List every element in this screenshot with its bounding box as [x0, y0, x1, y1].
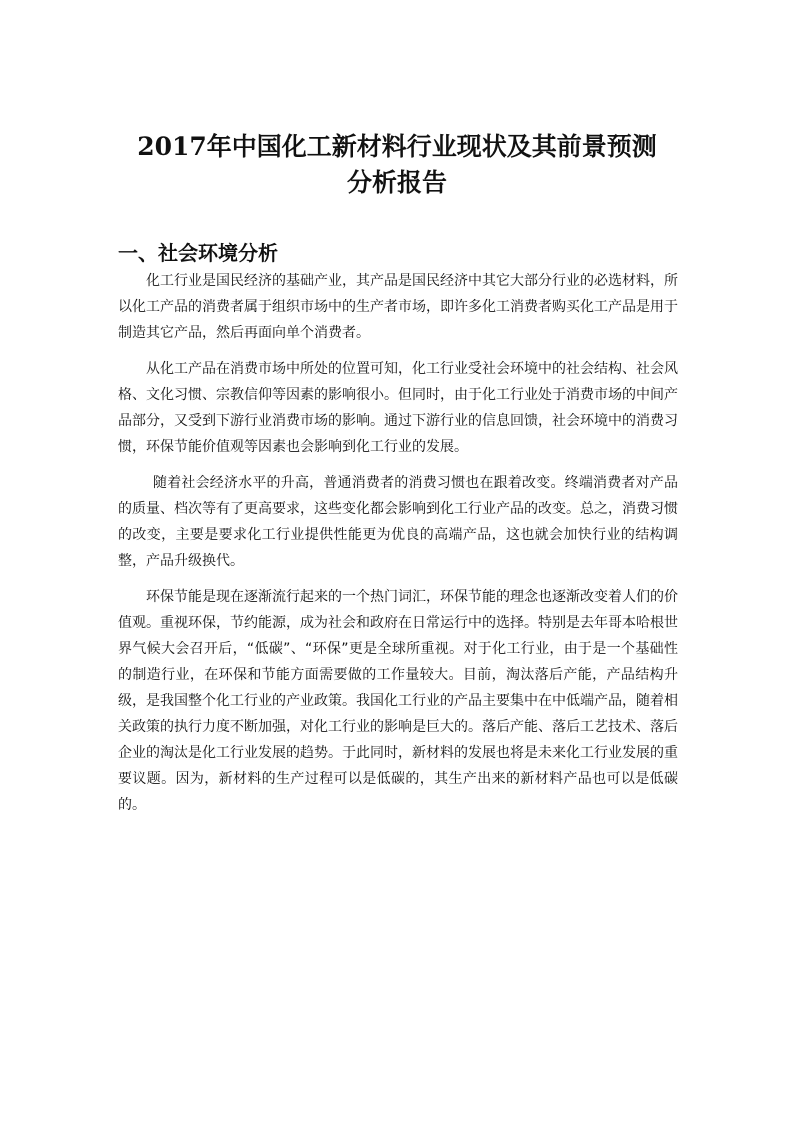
document-title-line-1: 2017年中国化工新材料行业现状及其前景预测: [137, 131, 657, 161]
document-title-line-2: 分析报告: [346, 167, 447, 197]
paragraph-4: 环保节能是现在逐渐流行起来的一个热门词汇，环保节能的理念也逐渐改变着人们的价值观。重视环保，节约能源，成为社会和政府在日常运行中的选择。特别是去年哥本哈根世界气候大会召开后，“低碳”、“环保”更是全球所重视。对于化工行业，由于是一个基础性的制造行业，在环保和节能方面需要做的工作量较大。目前，淘汰落后产能，产品结构升级，是我国整个化工行业的产业政策。我国化工行业的产品主要集中在中低端产品，随着相关政策的执行力度不断加强，对化工行业的影响是巨大的。落后产能、落后工艺技术、落后企业的淘汰是化工行业发展的趋势。于此同时，新材料的发展也将是未来化工行业发展的重要议题。因为，新材料的生产过程可以是低碳的，其生产出来的新材料产品也可以是低碳的。: [118, 589, 678, 813]
paragraph-3: 随着社会经济水平的升高，普通消费者的消费习惯也在跟着改变。终端消费者对产品的质量、档次等有了更高要求，这些变化都会影响到化工行业产品的改变。总之，消费习惯的改变，主要是要求化工行业提供性能更为优良的高端产品，这也就会加快行业的结构调整，产品升级换代。: [118, 475, 678, 569]
paragraph-2: 从化工产品在消费市场中所处的位置可知，化工行业受社会环境中的社会结构、社会风格、文化习惯、宗教信仰等因素的影响很小。但同时，由于化工行业处于消费市场的中间产品部分，又受到下游行业消费市场的影响。通过下游行业的信息回馈，社会环境中的消费习惯，环保节能价值观等因素也会影响到化工行业的发展。: [118, 361, 678, 455]
section-heading: 一、社会环境分析: [118, 240, 278, 265]
document-body: [118, 268, 678, 828]
document-title: [110, 129, 684, 201]
paragraph-1: 化工行业是国民经济的基础产业，其产品是国民经济中其它大部分行业的必选材料，所以化工产品的消费者属于组织市场中的生产者市场，即许多化工消费者购买化工产品是用于制造其它产品，然后再面向单个消费者。: [118, 273, 678, 341]
